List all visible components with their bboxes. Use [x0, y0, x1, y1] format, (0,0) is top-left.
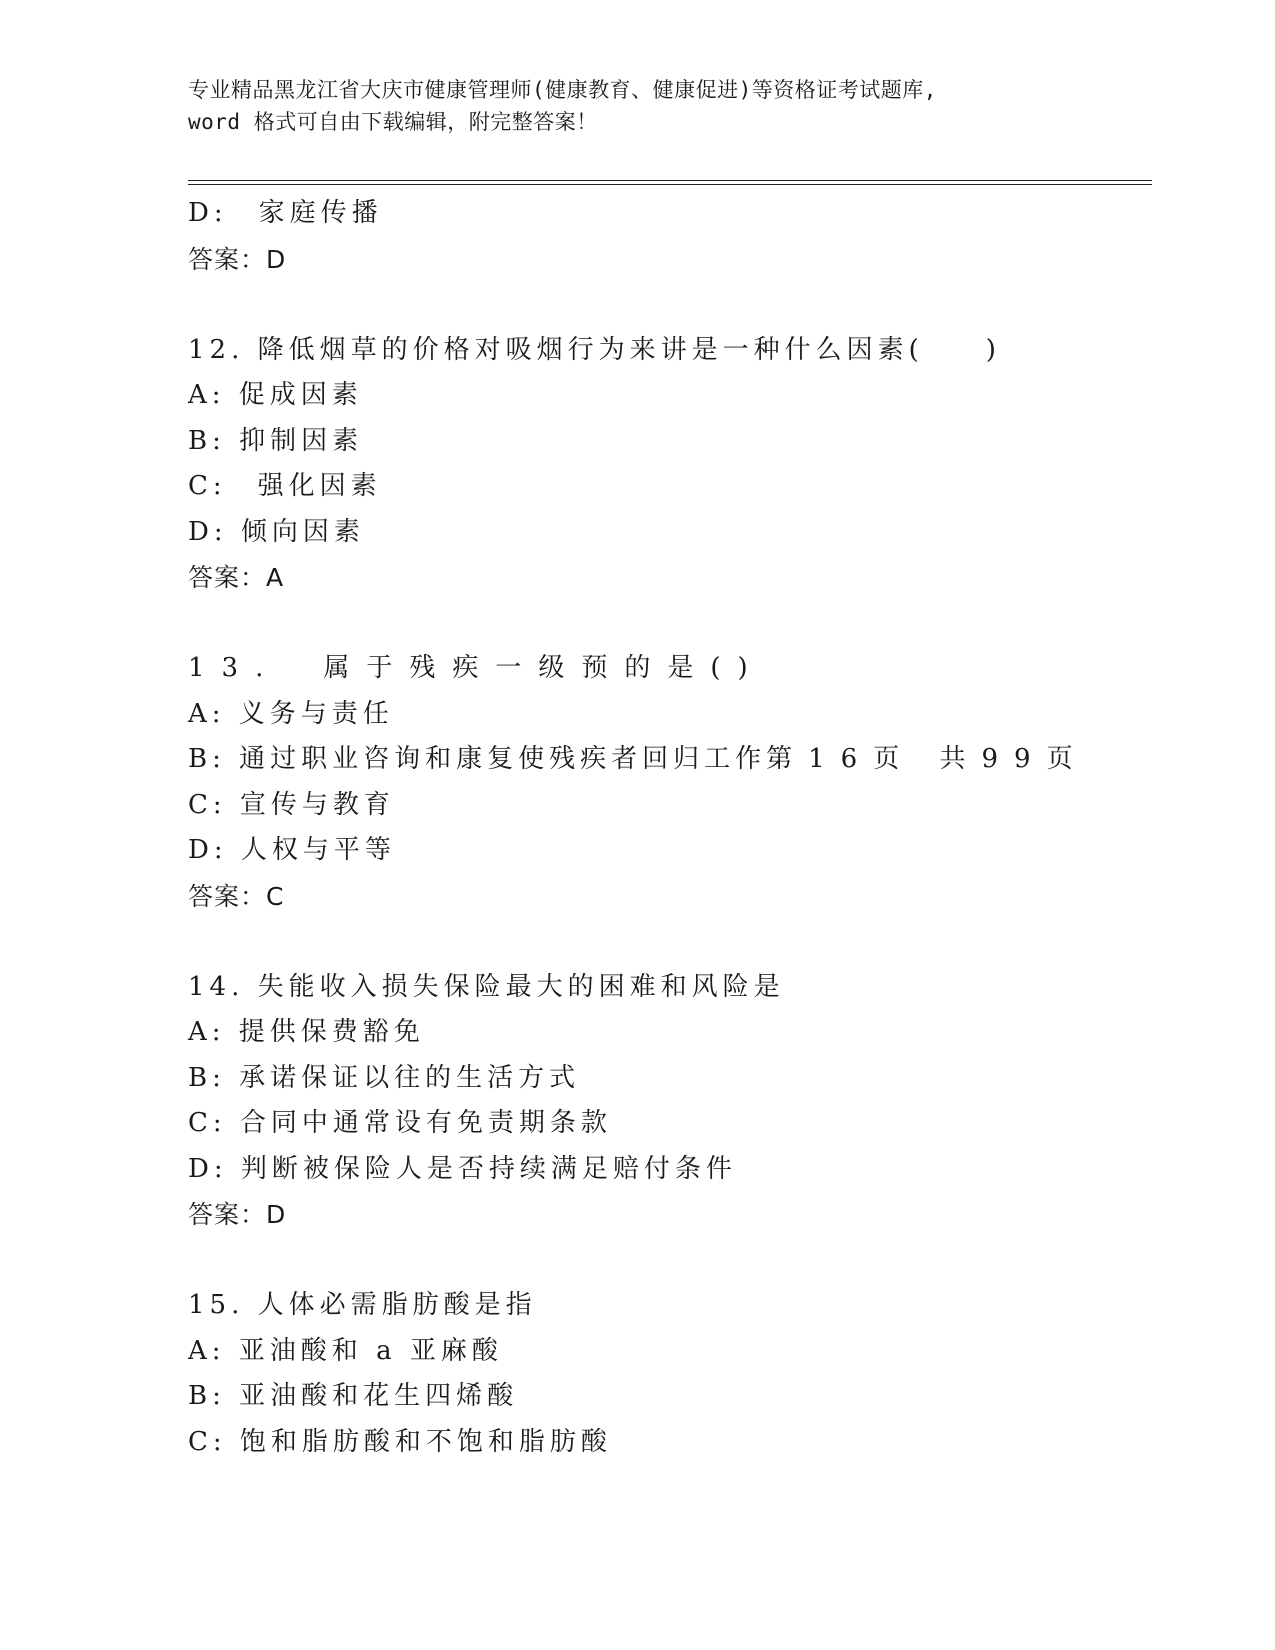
question-13-answer: 答案：C — [188, 881, 285, 911]
question-13-option-b — [188, 737, 1148, 783]
question-15-stem: 15. 人体必需脂肪酸是指 — [188, 1290, 537, 1320]
question-15-option-a: A: 亚油酸和 a 亚麻酸 — [188, 1335, 503, 1366]
header-divider-bottom — [188, 184, 1152, 185]
prev-answer: 答案：D — [188, 244, 287, 274]
document-header — [188, 74, 1088, 138]
question-14-option-a: A: 提供保费豁免 — [188, 1017, 425, 1047]
question-13-option-d: D: 人权与平等 — [188, 835, 396, 865]
question-14-option-c: C: 合同中通常设有免责期条款 — [188, 1108, 612, 1138]
question-list — [188, 191, 1148, 1465]
question-12-stem: 12. 降低烟草的价格对吸烟行为来讲是一种什么因素( ) — [188, 334, 1001, 365]
question-13-stem: 13. 属于残疾一级预的是() — [188, 653, 765, 683]
question-12-option-a: A: 促成因素 — [188, 380, 363, 410]
question-13-option-a: A: 义务与责任 — [188, 698, 394, 729]
page-marker: 第16页 共99页 — [766, 744, 1089, 774]
question-15-option-b: B: 亚油酸和花生四烯酸 — [188, 1381, 519, 1411]
question-15-option-c: C: 饱和脂肪酸和不饱和脂肪酸 — [188, 1426, 612, 1457]
header-line-2: word 格式可自由下载编辑，附完整答案！ — [188, 110, 598, 134]
header-line-1: 专业精品黑龙江省大庆市健康管理师(健康教育、健康促进)等资格证考试题库, — [188, 78, 937, 102]
question-12-option-d: D: 倾向因素 — [188, 516, 365, 547]
question-14-stem: 14. 失能收入损失保险最大的困难和风险是 — [188, 971, 785, 1002]
header-divider-top — [188, 180, 1152, 181]
prev-option-d: D: 家庭传播 — [188, 198, 383, 228]
question-12-option-c: C: 强化因素 — [188, 471, 382, 501]
question-14-answer: 答案：D — [188, 1200, 287, 1229]
question-13-option-b-text: B: 通过职业咨询和康复使残疾者回归工作 — [188, 744, 767, 774]
question-13-option-c: C: 宣传与教育 — [188, 789, 395, 820]
question-12-option-b: B: 抑制因素 — [188, 425, 364, 456]
question-14-option-b: B: 承诺保证以往的生活方式 — [188, 1062, 581, 1093]
question-12-answer: 答案：A — [188, 563, 285, 592]
question-14-option-d: D: 判断被保险人是否持续满足赔付条件 — [188, 1153, 737, 1184]
